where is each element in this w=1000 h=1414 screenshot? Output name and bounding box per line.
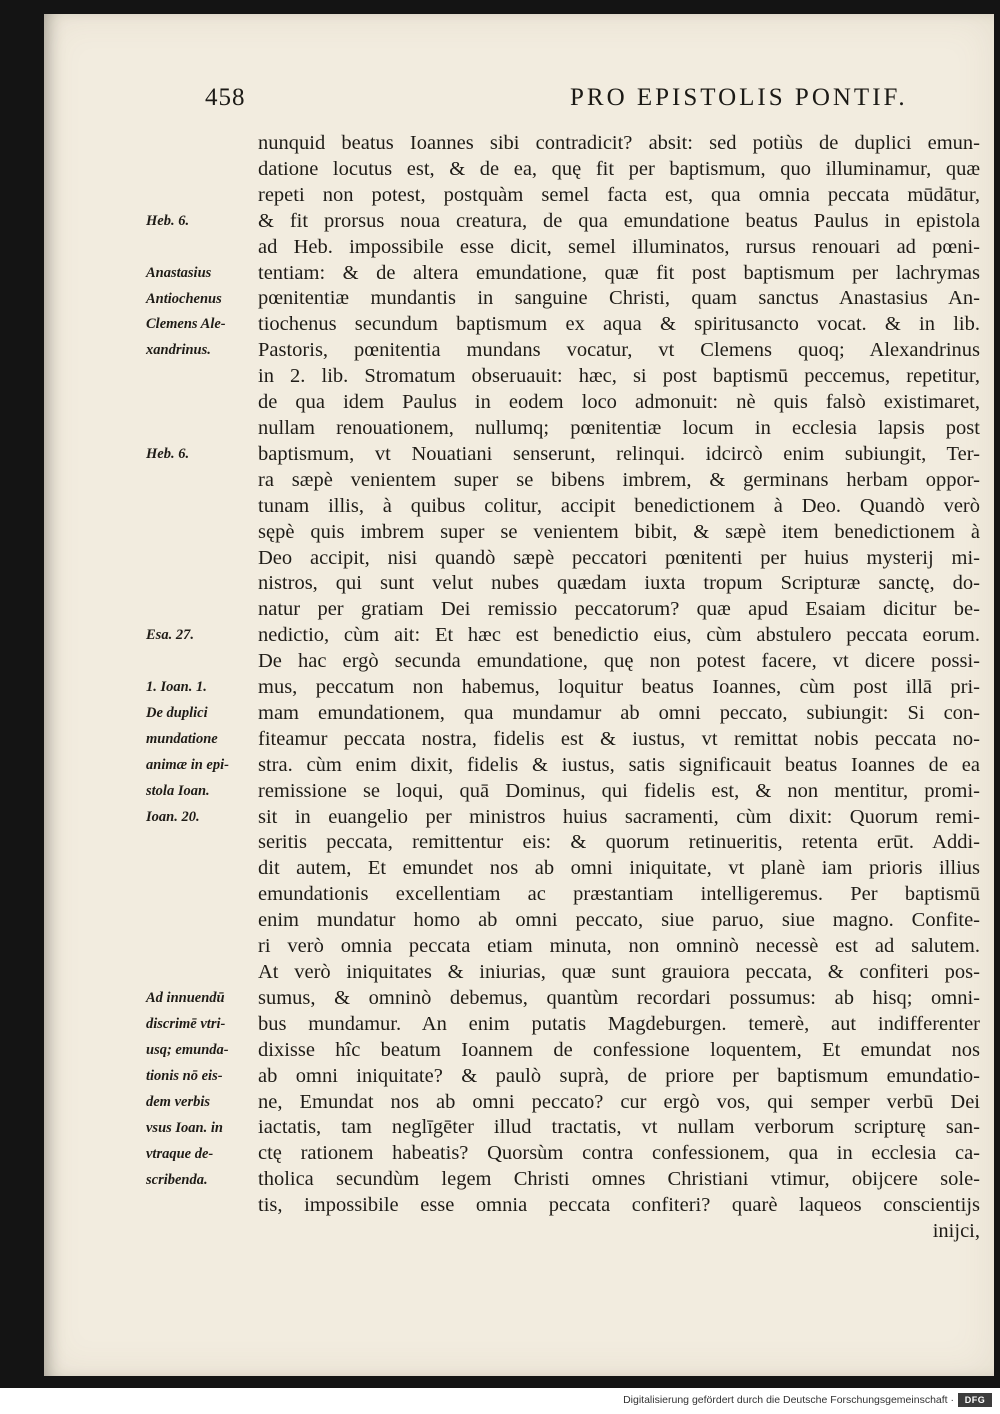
margin-note: Esa. 27.	[146, 627, 194, 644]
text-line: natur per gratiam Dei remissio peccatorum? quæ apud Esaiam dicitur be-	[258, 598, 980, 621]
text-line: tentiam: & de altera emundatione, quæ fit post baptismum per lachrymas	[258, 261, 980, 284]
margin-note: Ad innuendū	[146, 990, 225, 1007]
margin-note: 1. Ioan. 1.	[146, 679, 207, 696]
running-title: PRO EPISTOLIS PONTIF.	[570, 84, 908, 111]
text-line: dixisse hîc beatum Ioannem de confessione loquentem, Et emundat nos	[258, 1038, 980, 1061]
text-line: enim mundatur homo ab omni peccato, siue paruo, siue magno. Confite-	[258, 909, 980, 932]
margin-note: dem verbis	[146, 1094, 211, 1111]
text-line: sit in euangelio per ministros huius sacramenti, cùm dixit: Quorum remi-	[258, 805, 980, 828]
margin-note: mundatione	[146, 731, 218, 748]
margin-note: discrimē vtri-	[146, 1016, 226, 1033]
margin-note: Anastasius	[146, 264, 212, 281]
margin-note: stola Ioan.	[146, 783, 210, 799]
text-line: bus mundamur. An enim putatis Magdeburgen. temerè, aut indifferenter	[258, 1012, 980, 1035]
text-line: At verò iniquitates & iniurias, quæ sunt grauiora peccata, & confiteri pos-	[258, 961, 980, 983]
text-line: & fit prorsus noua creatura, de qua emundatione beatus Paulus in epistola	[258, 209, 980, 232]
funding-credit: Digitalisierung gefördert durch die Deutsche Forschungsgemeinschaft ·	[623, 1394, 954, 1406]
text-line: iactatis, tam neglīgēter illud tractatis, vt nullam verborum scripturę san-	[258, 1116, 980, 1139]
text-line: tis, impossibile esse omnia peccata confiteri? quarè laqueos conscientijs	[258, 1194, 980, 1217]
text-line: nunquid beatus Ioannes sibi contradicit? absit: sed potiùs de duplici emun-	[258, 132, 980, 154]
margin-note: Heb. 6.	[146, 446, 190, 463]
text-line: sępè quis imbrem super se venientem bibit, & sæpè item benedictionem à	[258, 520, 980, 543]
text-line: in 2. lib. Stromatum obseruauit: hæc, si post baptismū peccemus, repetitur,	[258, 365, 980, 388]
text-line: inijci,	[932, 1220, 980, 1243]
text-line: seritis peccata, remittentur eis: & quorum retinueritis, retenta erūt. Addi-	[258, 831, 980, 854]
text-line: nistros, qui sunt velut nubes quædam iuxta tropum Scripturæ sanctę, do-	[258, 572, 980, 595]
text-line: ri verò omnia peccata etiam minuta, non omninò necessè est ad salutem.	[258, 935, 980, 958]
margin-note: usq; emunda-	[146, 1042, 229, 1059]
dfg-logo-icon: DFG	[958, 1393, 992, 1407]
running-head	[160, 84, 990, 124]
text-line: stra. cùm enim dixit, fidelis & iustus, satis significauit beatus Ioannes de ea	[258, 753, 980, 776]
text-line: tiochenus secundum baptismum ex aqua & spiritusancto vocat. & in lib.	[258, 313, 980, 336]
text-line: fiteamur peccata nostra, fidelis est & iustus, vt remittat nobis peccata no-	[258, 727, 980, 750]
text-line: baptismum, vt Nouatiani senserunt, relinqui. idcircò enim subiungit, Ter-	[258, 442, 980, 465]
text-line: ne, Emundat nos ab omni peccato? cur ergò vos, qui semper verbū Dei	[258, 1090, 980, 1113]
text-line: datione locutus est, & de ea, quę fit per baptismum, quo illuminamur, quæ	[258, 157, 980, 180]
body-text	[258, 131, 980, 1245]
text-line: ab omni iniquitate? & paulò suprà, de priore per baptismum emundatio-	[258, 1064, 980, 1087]
text-line: Pastoris, pœnitentia mundans vocatur, vt Clemens quoq; Alexandrinus	[258, 339, 980, 362]
margin-note: scribenda.	[146, 1171, 208, 1188]
margin-note: Ioan. 20.	[146, 808, 200, 825]
margin-note: De duplici	[146, 705, 208, 722]
text-line: Deo accipit, nisi quandò sæpè peccatori pœnitenti per huius mysterij mi-	[258, 546, 980, 569]
text-line: dit autem, Et emundet nos ab omni iniquitate, vt planè iam prioris illius	[258, 857, 980, 880]
margin-note: Clemens Ale-	[146, 316, 226, 333]
text-line: ctę rationem habeatis? Quorsùm contra confessionem, qua in ecclesia ca-	[258, 1142, 980, 1165]
margin-note: Antiochenus	[146, 290, 222, 307]
text-line: nullam renouationem, nullumq; pœnitentiæ locum in ecclesia lapsis post	[258, 416, 980, 439]
margin-note: xandrinus.	[146, 342, 211, 359]
text-line: emundationis excellentiam ac præstantiam intelligeremus. Per baptismū	[258, 883, 980, 906]
text-line: tholica secundùm legem Christi omnes Christiani vtimur, obijcere sole-	[258, 1168, 980, 1191]
margin-note: vtraque de-	[146, 1145, 214, 1162]
text-line: tunam illis, à quibus colitur, accipit benedictionem à Deo. Quandò verò	[258, 494, 980, 517]
margin-note: Heb. 6.	[146, 212, 190, 229]
footer-bar	[0, 1388, 1000, 1414]
text-line: de qua idem Paulus in eodem loco admonuit: nè quis falsò existimaret,	[258, 391, 980, 414]
text-line: nedictio, cùm ait: Et hæc est benedictio eius, cùm abstulero peccata eorum.	[258, 624, 980, 647]
text-line: repeti non potest, postquàm semel facta est, qua omnia peccata mūdātur,	[258, 183, 980, 206]
text-line: De hac ergò secunda emundatione, quę non potest facere, vt dicere possi-	[258, 650, 980, 673]
page-number: 458	[205, 84, 246, 111]
margin-note: vsus Ioan. in	[146, 1119, 223, 1136]
text-line: ra sæpè venientem super se bibens imbrem, & germinans herbam oppor-	[258, 468, 980, 491]
text-line: ad Heb. impossibile esse dicit, semel illuminatos, rursus renouari ad pœni-	[258, 235, 980, 258]
text-line: pœnitentiæ mundantis in sanguine Christi, quam sanctus Anastasius An-	[258, 287, 980, 310]
text-line: mus, peccatum non habemus, loquitur beatus Ioannes, cùm post illā pri-	[258, 676, 980, 699]
text-line: remissione se loqui, quā Dominus, qui fidelis est, & non mentitur, promi-	[258, 779, 980, 802]
text-line: mam emundationem, qua mundamur ab omni peccato, subiungit: Si con-	[258, 701, 980, 724]
margin-note: tionis nō eis-	[146, 1068, 223, 1085]
margin-note: animæ in epi-	[146, 757, 229, 774]
text-line: sumus, & omninò debemus, quantùm recordari possumus: ab hisq; omni-	[258, 986, 980, 1009]
